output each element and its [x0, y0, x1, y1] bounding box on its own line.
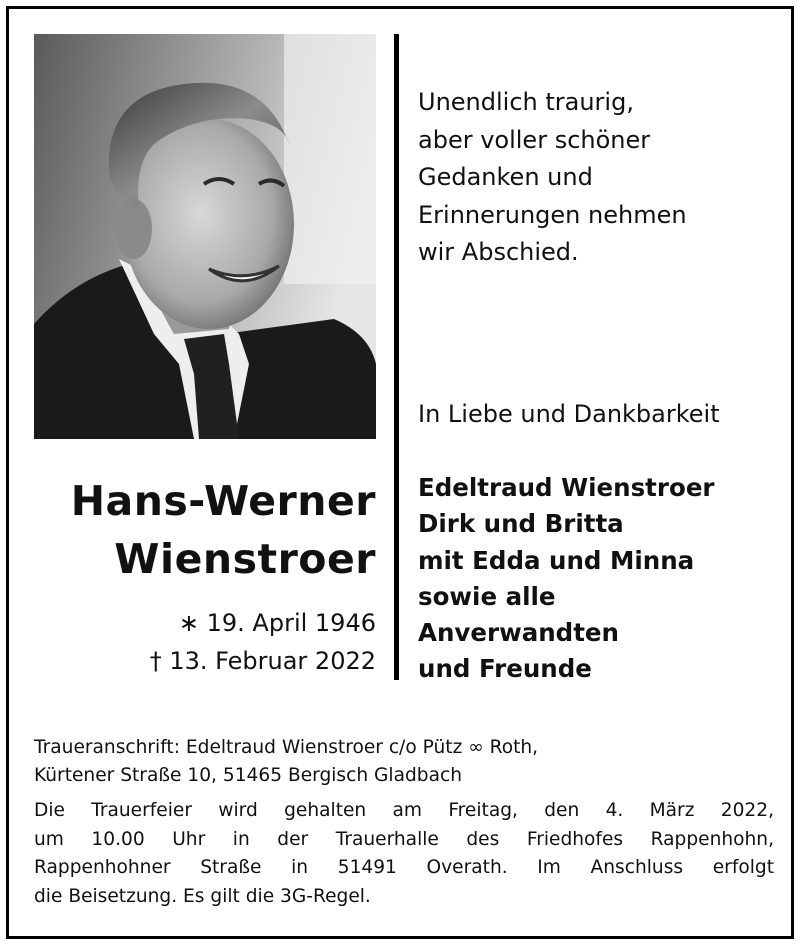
thanks-line: In Liebe und Dankbarkeit	[418, 400, 720, 428]
mourner-line: und Freunde	[418, 654, 592, 684]
address-line: Traueranschrift: Edeltraud Wienstroer c/o Pütz ∞ Roth,	[34, 737, 539, 758]
quote-line: wir Abschied.	[418, 238, 579, 266]
portrait-photo	[34, 34, 376, 439]
ceremony-line: Rappenhohner Straße in 51491 Overath. Im Anschluss erfolgt	[34, 857, 774, 878]
mourner-line: Anverwandten	[418, 618, 619, 648]
deceased-name	[71, 472, 376, 588]
mourning-address	[34, 734, 774, 790]
mourner-line: mit Edda und Minna	[418, 545, 695, 575]
life-dates	[150, 604, 376, 680]
vertical-divider	[394, 34, 399, 680]
portrait-photo-icon	[34, 34, 376, 439]
quote-line: Erinnerungen nehmen	[418, 200, 687, 229]
quote-text	[418, 84, 778, 272]
quote-line: aber voller schöner	[418, 125, 651, 154]
mourners-list	[418, 470, 715, 688]
quote-line: Unendlich traurig,	[418, 88, 634, 116]
mourner-line: Edeltraud Wienstroer	[418, 473, 715, 502]
ceremony-info	[34, 797, 774, 911]
deceased-last-name: Wienstroer	[114, 535, 376, 583]
deceased-first-name: Hans-Werner	[70, 477, 376, 525]
ceremony-line: die Beisetzung. Es gilt die 3G-Regel.	[34, 885, 371, 907]
quote-line: Gedanken und	[418, 163, 593, 191]
death-date: † 13. Februar 2022	[149, 647, 376, 675]
ceremony-line: Die Trauerfeier wird gehalten am Freitag, den 4. März 2022,	[34, 800, 774, 821]
birth-date: ∗ 19. April 1946	[178, 609, 376, 637]
mourner-line: Dirk und Britta	[418, 509, 624, 539]
ceremony-line: um 10.00 Uhr in der Trauerhalle des Friedhofes Rappenhohn,	[34, 828, 774, 850]
mourner-line: sowie alle	[418, 581, 556, 611]
address-line: Kürtener Straße 10, 51465 Bergisch Gladbach	[34, 765, 463, 786]
